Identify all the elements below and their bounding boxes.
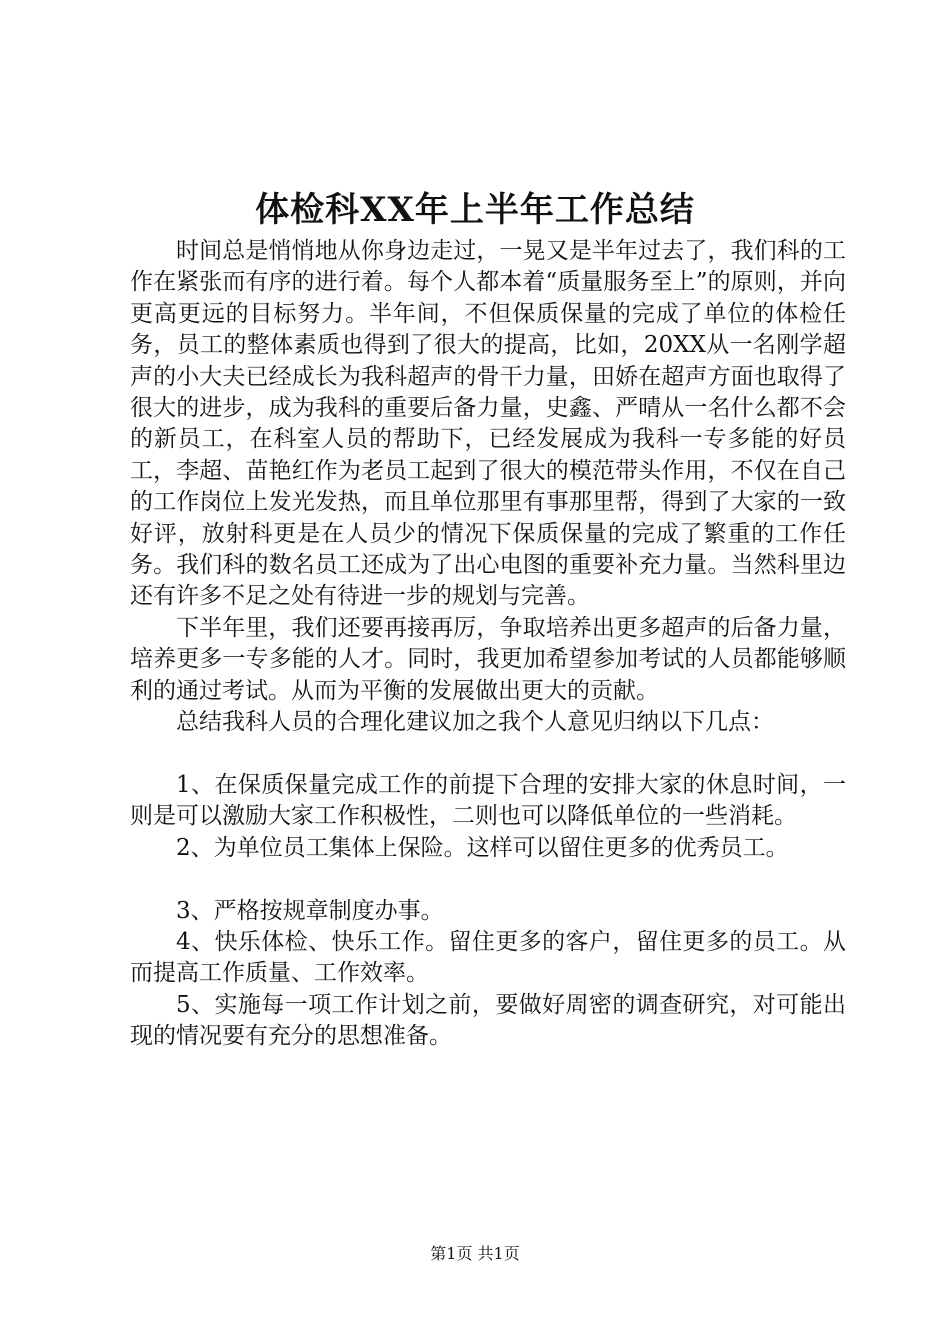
document-body	[130, 236, 846, 1053]
suggestion-item-4: 4、快乐体检、快乐工作。留住更多的客户，留住更多的员工。从而提高工作质量、工作效率。	[130, 928, 846, 987]
suggestion-item-1: 1、在保质保量完成工作的前提下合理的安排大家的休息时间，一则是可以激励大家工作积极性，二则也可以降低单位的一些消耗。	[130, 771, 846, 830]
suggestion-item-2: 2、为单位员工集体上保险。这样可以留住更多的优秀员工。	[176, 834, 789, 861]
paragraph-second-half: 下半年里，我们还要再接再厉，争取培养出更多超声的后备力量，培养更多一专多能的人才。同时，我更加希望参加考试的人员都能够顺利的通过考试。从而为平衡的发展做出更大的贡献。	[130, 614, 846, 704]
suggestion-item-3: 3、严格按规章制度办事。	[176, 897, 444, 924]
suggestion-item-5: 5、实施每一项工作计划之前，要做好周密的调查研究，对可能出现的情况要有充分的思想准备。	[130, 991, 846, 1050]
page-footer: 第1页 共1页	[430, 1244, 520, 1263]
document-title: 体检科XX年上半年工作总结	[255, 190, 695, 230]
paragraph-intro: 时间总是悄悄地从你身边走过，一晃又是半年过去了，我们科的工作在紧张而有序的进行着。每个人都本着“质量服务至上”的原则，并向更高更远的目标努力。半年间，不但保质保量的完成了单位的体检任务，员工的整体素质也得到了很大的提高，比如，20XX从一名刚学超声的小大夫已经成长为我科超声的骨干力量，田娇在超声方面也取得了很大的进步，成为我科的重要后备力量，史鑫、严晴从一名什么都不会的新员工，在科室人员的帮助下，已经发展成为我科一专多能的好员工，李超、苗艳红作为老员工起到了很大的模范带头作用，不仅在自己的工作岗位上发光发热，而且单位那里有事那里帮，得到了大家的一致好评，放射科更是在人员少的情况下保质保量的完成了繁重的工作任务。我们科的数名员工还成为了出心电图的重要补充力量。当然科里边还有许多不足之处有待进一步的规划与完善。	[130, 238, 846, 610]
paragraph-suggestions-lead: 总结我科人员的合理化建议加之我个人意见归纳以下几点：	[176, 709, 774, 736]
